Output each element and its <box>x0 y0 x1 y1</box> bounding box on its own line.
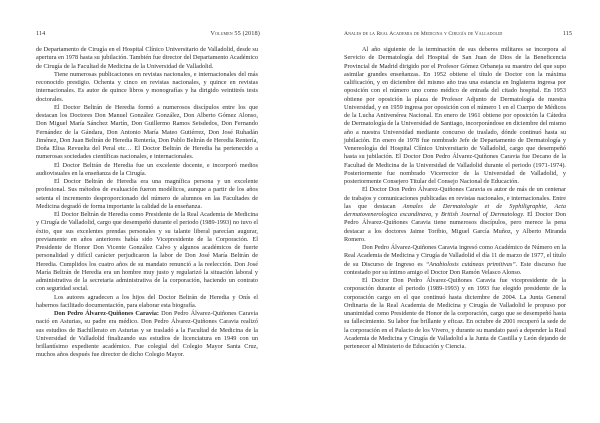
paragraph: Al año siguiente de la terminación de sus deberes militares se incorpora al Servicio de Dermatología del Hospital de San Juan de Dios de la Beneficencia Provincial de Madrid dirigido por el Profesor Gómez Orbaneja su maestro del que supo asimilar grandes enseñanzas. En 1952 obtiene el título de Doctor con la máxima calificación, y en diciembre del mismo año tras una estancia en Inglaterra ingresa por oposición con el número uno como médico de entrada del citado hospital. En 1953 obtiene por oposición la plaza de Profesor Adjunto de Dermatología de nuestra Universidad, y en 1959 ingresa por oposición con el número 1 en el Cuerpo de Médicos de la Lucha Antivenérea Nacional. En enero de 1961 obtiene por oposición la Cátedra de Dermatología de la Universidad de Santiago, incorporándose en diciembre del mismo año a nuestra Universidad mediante concurso de traslado, dónde continuó hasta su jubilación. En enero de 1978 fue nombrado Jefe de Departamento de Dermatología y Venereología del Hospital Clínico Universitario de Valladolid, cargo que desempeñó hasta su jubilación. El Doctor Don Pedro Álvarez-Quiñones Caravia fue Decano de la Facultad de Medicina de la Universidad de Valladolid durante el periodo (1971-1974). Posteriormente fue nombrado Vicerrector de la Universidad de Valladolid, y posteriormente Consejero Titular del Consejo Nacional de Educación. <box>344 46 566 185</box>
discourse-title: “Anabiolosis cutáneas primitivas” <box>425 260 516 268</box>
paragraph: El Doctor Don Pedro Álvarez-Quiñones Caravia fue vicepresidente de la corporación durante el periodo (1989-1993) y en 1993 fue elegido presidente de la corporación cargo en el que continuó hasta diciembre de 2004. La Junta General Ordinaria de la Real Academia de Medicina y Cirugía de Valladolid le propuso por unanimidad como Presidente de Honor de la corporación, cargo que se desempeñó hasta su fallecimiento. Su labor fue brillante y eficaz. En octubre de 2001 recuperó la sede de la corporación en el Palacio de los Vivero, y durante su mandato pasó a depender la Real Academia de Medicina y Cirugía de Valladolid a la Junta de Castilla y León dejando de pertenecer al Ministerio de Educación y Ciencia. <box>344 277 566 350</box>
page-number: 114 <box>36 30 46 37</box>
paragraph: Tiene numerosas publicaciones en revistas nacionales, e internacionales del más reconocido prestigio. Ochenta y cinco en revistas nacionales, y quince en revistas internacionales. Es autor de quince libros y monografías y ha dirigido veintitrés tesis doctorales. <box>36 70 258 103</box>
paragraph <box>344 186 566 244</box>
left-body-text <box>36 46 258 360</box>
right-page <box>300 0 600 423</box>
paragraph: Los autores agradecen a los hijos del Doctor Beltrán de Heredia y Onís el habernos facilitado documentación, para elaborar esta biografía. <box>36 293 258 309</box>
paragraph: El Doctor Beltrán de Heredia era una magnífica persona y un excelente profesional. Sus métodos de evaluación fueron modélicos, aunque a partir de los años setenta el incremento desproporcionado del número de alumnos en las Facultades de Medicina degradó de forma importante la calidad de la enseñanza. <box>36 178 258 210</box>
bio-text: Don Pedro Álvarez-Quiñones Caravia nació en Asturias, su padre era médico. Don Pedro Álvarez-Quiñones Caravia realizó sus estudios de Bachillerato en Asturias y se trasladó a la Facultad de Medicina de la Universidad de Valladolid finalizando sus estudios de licenciatura en 1949 con un brillantísimo expediente académico. Fue colegial del Colegio Mayor Santa Cruz, muchos años después fue director de dicho Colegio Mayor. <box>36 310 258 359</box>
paragraph: El Doctor Beltrán de Heredia como Presidente de la Real Academia de Medicina y Cirugía de Valladolid, cargo que desempeñó durante el periodo (1989-1993) no tuvo el éxito, que sus excelentes prendas personales y su talante liberal parecían augurar, previamente en años anteriores había sido Vicepresidente de la Corporación. El Presidente de Honor Don Vicente González Calvo y algunos académicos de fuerte personalidad y difícil carácter perjudicaron la labor de Don José María Beltrán de Heredia. Cumplidos los cuatro años de su mandato renunció a la reelección. Don José María Beltrán de Heredia era un hombre muy justo y regularizó la situación laboral y administrativa de la secretaria administrativa de la corporación, haciendo un contrato con seguridad social. <box>36 211 258 293</box>
bio-heading: Don Pedro Álvarez-Quiñones Caravia: <box>54 310 160 317</box>
text-run: y <box>432 211 442 218</box>
journal-title: British Journal of Dermatology. <box>441 211 525 218</box>
running-title: Anales de la Real Academia de Medicina y Cirugía de Valladolid <box>344 31 503 37</box>
text-run: Don Pedro Álvarez-Quiñones Caravia ingresó como Académico de Número en la Real Academia de Medicina y Cirugía de Valladolid el día 11 de marzo de 1977, el título de su Discurso de Ingreso es <box>344 244 566 268</box>
paragraph: El Doctor Beltrán de Heredia fue un excelente docente, e incorporó medios audiovisuales en la enseñanza de la Cirugía. <box>36 161 258 177</box>
running-title: Volumen 55 (2018) <box>210 30 260 37</box>
text-run: El Doctor Don Pedro Álvarez-Quiñones Caravia es autor de más de un centenar de trabajos y comunicaciones publicadas en revistas nacionales, e internacionales. Entre las que destacan <box>344 186 566 210</box>
paragraph: de Departamento de Cirugía en el Hospital Clínico Universitario de Valladolid, desde su apertura en 1978 hasta su jubilación. También fue director del Departamento Académico de Cirugía de la Facultad de Medicina de la Universidad de Valladolid. <box>36 46 258 70</box>
page-number: 115 <box>562 30 572 37</box>
journal-title: Annales de Dermatologie et de Syphiligraphie, Acta dermatovenerologica escandinava, <box>344 202 566 218</box>
text-run: El Doctor Don Pedro Álvarez-Quiñones Caravia tiene numerosos discípulos, pero merece la pena destacar a los doctores Jaime Toribio, Miguel García Muñoz, y Alberto Miranda Romero. <box>344 211 566 243</box>
text-run: . Este discurso fue contestado por su íntimo amigo el Doctor Don Ramón Velasco Alonso. <box>344 260 566 276</box>
bio-paragraph <box>36 310 258 360</box>
paragraph: El Doctor Beltrán de Heredia formó a numerosos discípulos entre los que destacan los Doctores Don Manuel González González, Don Alberto Gómez Alonso, Don Miguel María Sánchez Martín, Don Guillermo Ramos Seisdedos, Don Fernando Fernández de la Gándara, Don Antonio María Mateo Gutiérrez, Don José Ruhadán Jiménez, Don Juan Beltrán de Heredia Rentería, Don Pablo Beltrán de Heredia Rentería, Doña Elisa Revuelta del Peral etc… El Doctor Beltrán de Heredia ha pertenecido a numerosas sociedades científicas nacionales, e internacionales. <box>36 103 258 161</box>
paragraph <box>344 244 566 277</box>
right-body-text <box>344 46 566 351</box>
